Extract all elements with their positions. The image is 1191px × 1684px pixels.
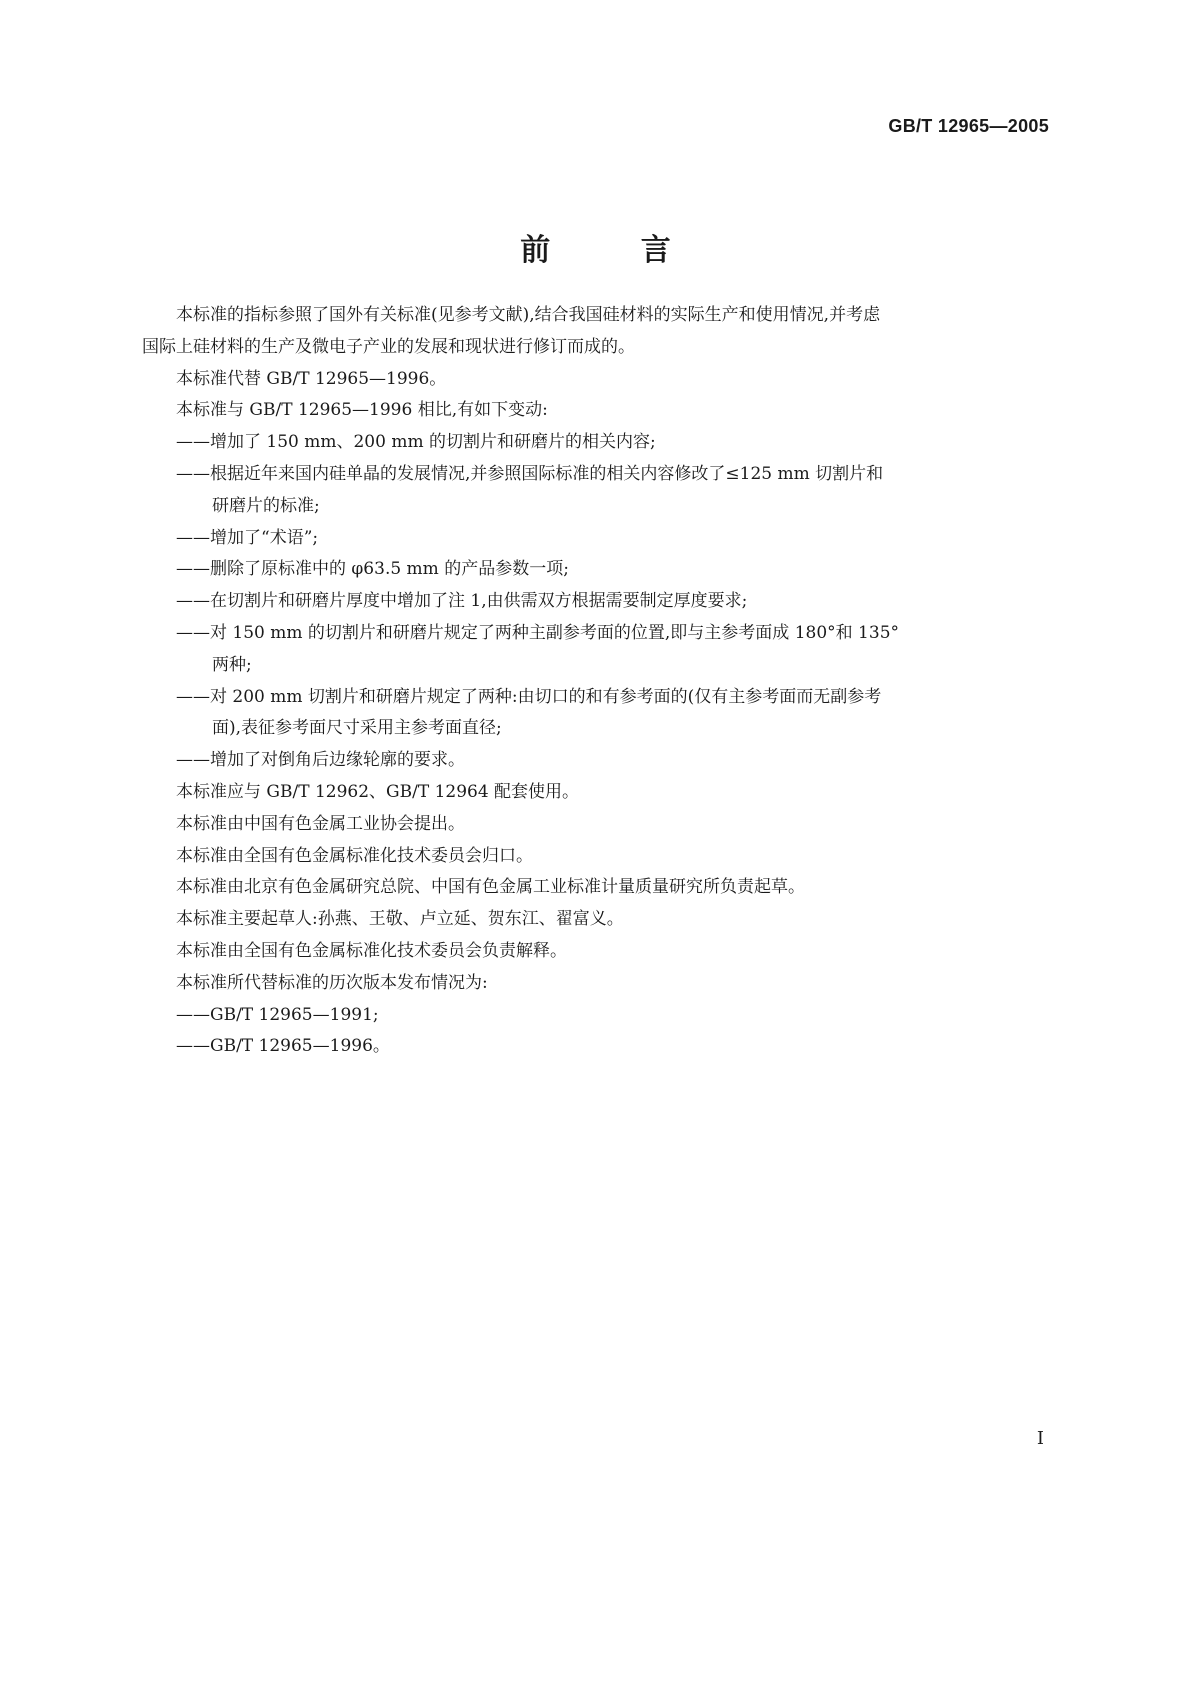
list-item: ——对 200 mm 切割片和研磨片规定了两种:由切口的和有参考面的(仅有主参考面而无副参考 (176, 686, 882, 707)
standard-code: GB/T 12965—2005 (888, 116, 1049, 136)
list-item: ——增加了对倒角后边缘轮廓的要求。 (176, 750, 465, 771)
list-item: ——删除了原标准中的 φ63.5 mm 的产品参数一项; (176, 559, 569, 580)
text-line: 本标准由中国有色金属工业协会提出。 (176, 813, 465, 834)
list-item: ——增加了 150 mm、200 mm 的切割片和研磨片的相关内容; (176, 432, 656, 453)
list-item-continuation: 面),表征参考面尺寸采用主参考面直径; (212, 718, 502, 739)
list-item: ——增加了“术语”; (176, 527, 319, 548)
page-number: I (1036, 1428, 1044, 1449)
text-line: 本标准所代替标准的历次版本发布情况为: (176, 972, 488, 993)
text-line: 本标准应与 GB/T 12962、GB/T 12964 配套使用。 (176, 781, 580, 802)
list-item-continuation: 两种; (212, 654, 252, 675)
page-title: 前 言 (520, 233, 711, 268)
list-item: ——GB/T 12965—1991; (176, 1004, 379, 1025)
list-item: ——根据近年来国内硅单晶的发展情况,并参照国际标准的相关内容修改了≤125 mm 切割片和 (176, 463, 884, 484)
text-line: 本标准由全国有色金属标准化技术委员会负责解释。 (176, 940, 567, 961)
text-line: 本标准主要起草人:孙燕、王敬、卢立延、贺东江、翟富义。 (176, 909, 624, 930)
list-item: ——GB/T 12965—1996。 (176, 1036, 390, 1057)
list-item: ——在切割片和研磨片厚度中增加了注 1,由供需双方根据需要制定厚度要求; (176, 591, 748, 612)
list-item-continuation: 研磨片的标准; (212, 495, 320, 516)
document-body (142, 300, 1052, 1063)
text-line: 本标准与 GB/T 12965—1996 相比,有如下变动: (176, 400, 548, 421)
text-line: 本标准代替 GB/T 12965—1996。 (176, 368, 447, 389)
list-item: ——对 150 mm 的切割片和研磨片规定了两种主副参考面的位置,即与主参考面成 180°和 135° (176, 622, 900, 643)
text-line: 本标准的指标参照了国外有关标准(见参考文献),结合我国硅材料的实际生产和使用情况,并考虑 (176, 305, 881, 325)
text-line: 国际上硅材料的生产及微电子产业的发展和现状进行修订而成的。 (142, 336, 635, 357)
text-line: 本标准由北京有色金属研究总院、中国有色金属工业标准计量质量研究所负责起草。 (176, 877, 805, 898)
text-line: 本标准由全国有色金属标准化技术委员会归口。 (176, 845, 533, 866)
